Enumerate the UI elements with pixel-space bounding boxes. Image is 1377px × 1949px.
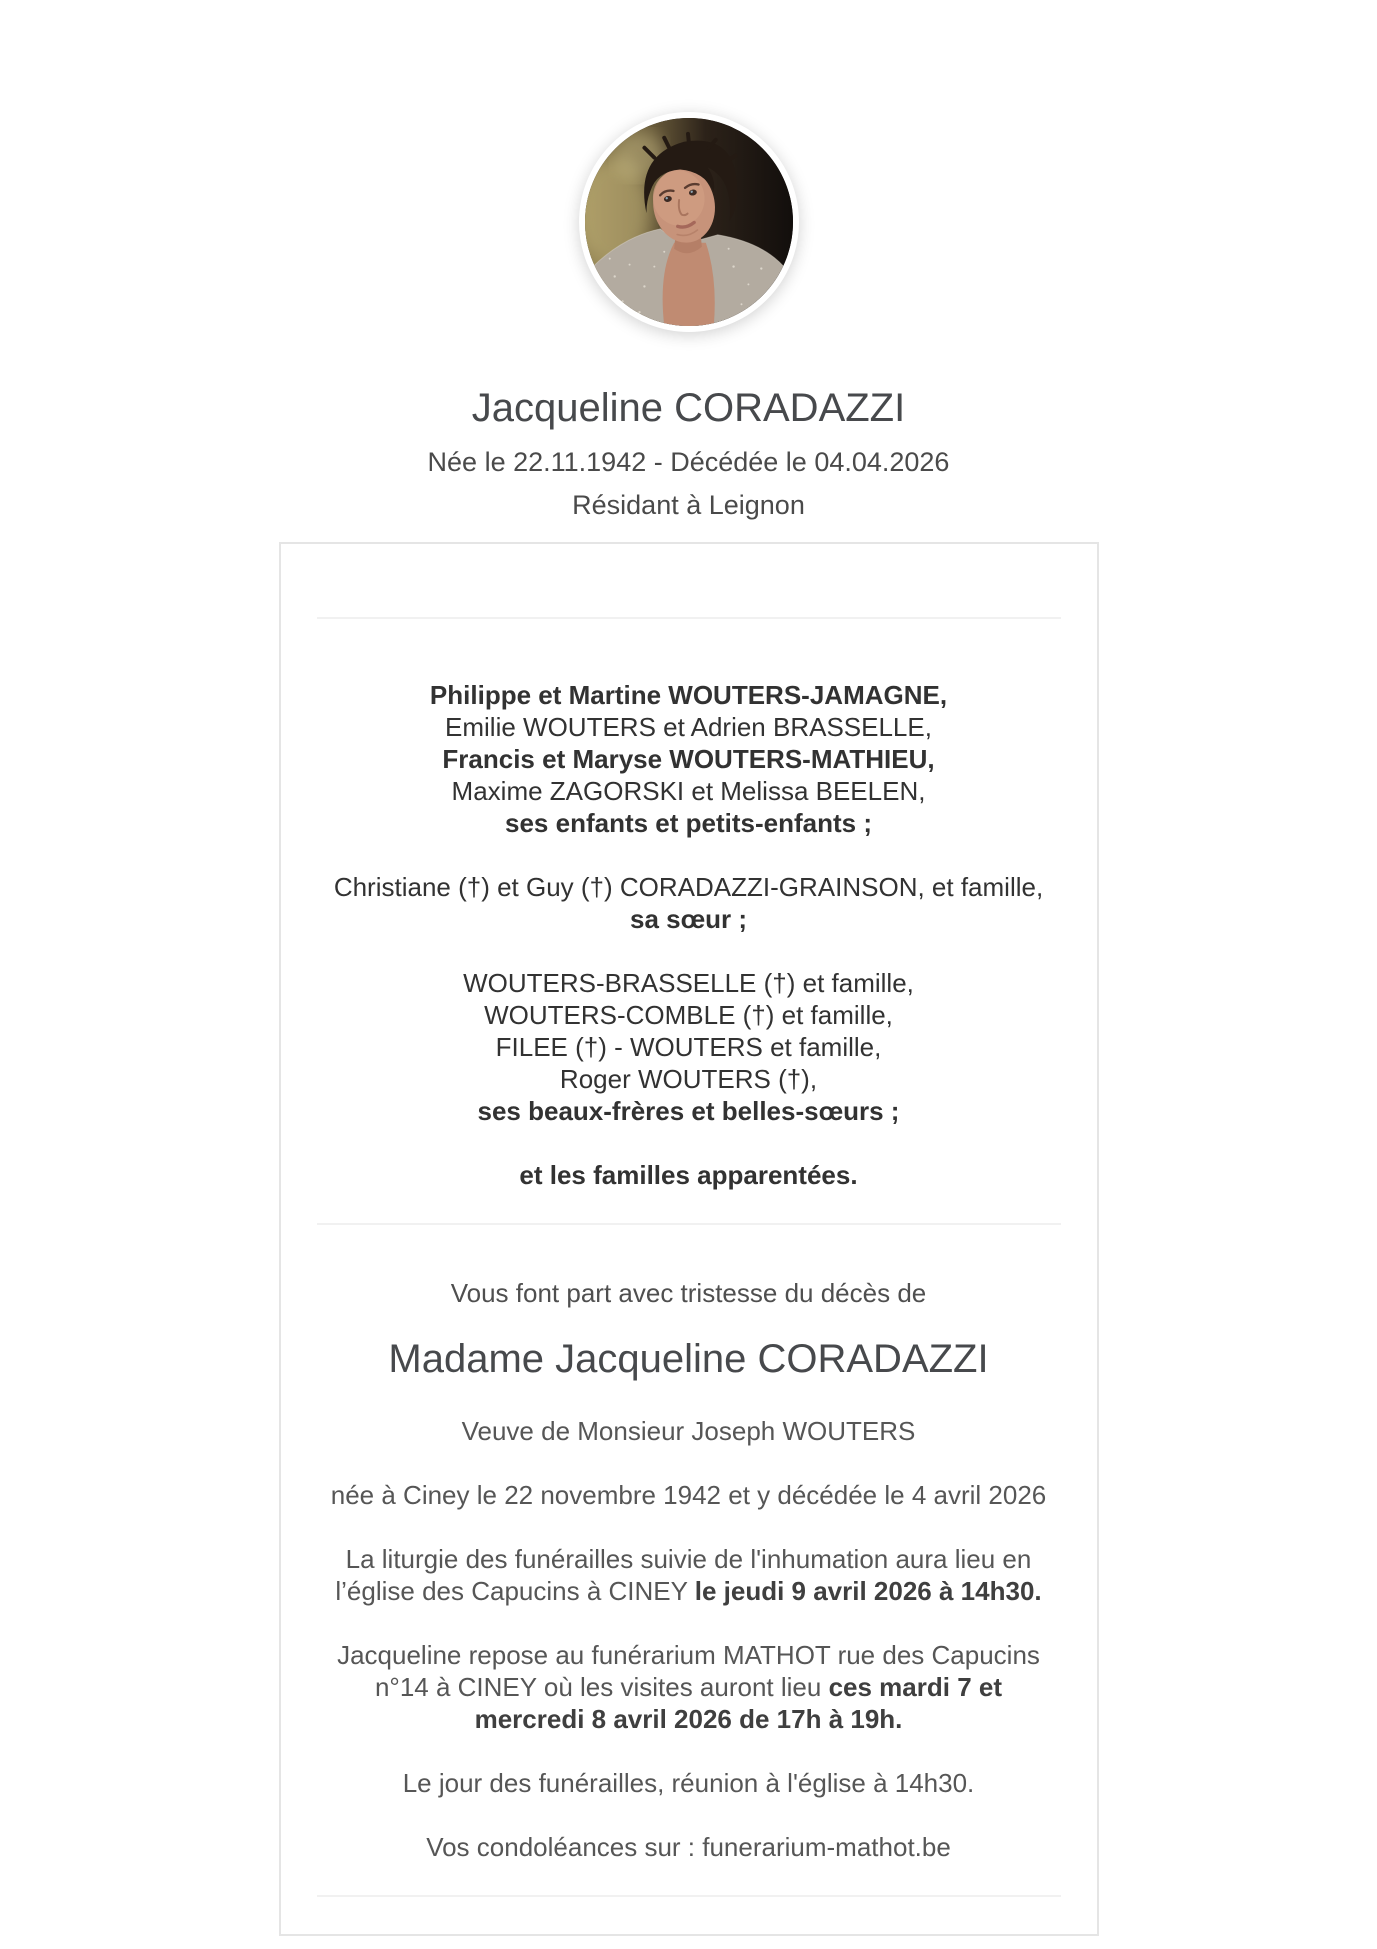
liturgy-datetime: le jeudi 9 avril 2026 à 14h30. [694,1576,1042,1606]
family-line: Francis et Maryse WOUTERS-MATHIEU, [442,744,935,774]
liturgy-paragraph [327,1543,1051,1607]
family-line: Christiane (†) et Guy (†) CORADAZZI-GRAINSON, et famille, [333,872,1044,902]
family-line: Emilie WOUTERS et Adrien BRASSELLE, [445,712,932,742]
announcement-section [281,1225,1097,1863]
family-line: et les familles apparentées. [519,1160,858,1190]
family-line: Maxime ZAGORSKI et Melissa BEELEN, [451,776,926,806]
photo-container [0,0,1377,332]
funeral-day-line: Le jour des funérailles, réunion à l'église à 14h30. [402,1768,975,1798]
family-group [281,871,1097,935]
birth-death-line: née à Ciney le 22 novembre 1942 et y décédée le 4 avril 2026 [330,1480,1047,1510]
obituary-card [279,542,1099,1936]
family-group [281,967,1097,1127]
family-line: FILEE (†) - WOUTERS et famille, [495,1032,882,1062]
family-line: Roger WOUTERS (†), [559,1064,818,1094]
condolences-line: Vos condoléances sur : funerarium-mathot.be [426,1832,951,1862]
family-line: sa sœur ; [629,904,748,934]
family-line: WOUTERS-BRASSELLE (†) et famille, [463,968,914,998]
family-line: WOUTERS-COMBLE (†) et famille, [484,1000,893,1030]
repose-text: Jacqueline repose au funérarium MATHOT rue des Capucins n°14 à CINEY où les visites auront lieu [337,1640,1040,1702]
liturgy-text: La liturgie des funérailles suivie de l'inhumation aura lieu en l’église des Capucins à CINEY [335,1544,1032,1606]
announcement-intro: Vous font part avec tristesse du décès de [450,1278,927,1308]
birth-death-dates: Née le 22.11.1942 - Décédée le 04.04.2026 [427,447,950,477]
family-line: ses enfants et petits-enfants ; [505,808,872,838]
divider [317,617,1061,619]
page-title: Jacqueline CORADAZZI [471,386,906,430]
portrait-illustration [585,118,793,326]
family-list [281,679,1097,1191]
family-line: Philippe et Martine WOUTERS-JAMAGNE, [429,680,948,710]
visits-datetime: ces mardi 7 et mercredi 8 avril 2026 de 17h à 19h. [474,1672,1003,1734]
family-group [281,679,1097,839]
deceased-name-title: Madame Jacqueline CORADAZZI [388,1337,989,1381]
family-line: ses beaux-frères et belles-sœurs ; [477,1096,900,1126]
residence-line: Résidant à Leignon [572,490,805,520]
family-group [281,1159,1097,1191]
deceased-portrait-photo [579,112,799,332]
widow-line: Veuve de Monsieur Joseph WOUTERS [461,1416,916,1446]
repose-paragraph [327,1639,1051,1735]
divider [317,1895,1061,1897]
